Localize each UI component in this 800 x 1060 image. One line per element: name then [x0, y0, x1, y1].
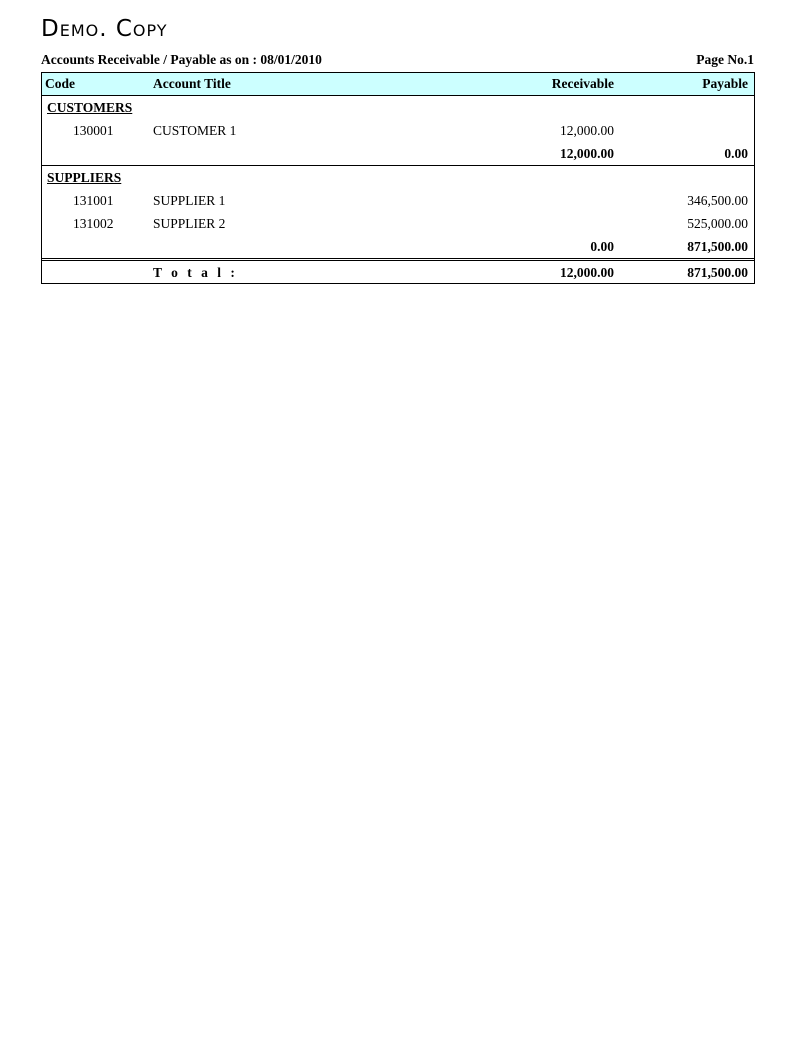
table-row [42, 119, 754, 142]
account-title: CUSTOMER 1 [153, 123, 237, 138]
payable-amount: 346,500.00 [687, 193, 748, 208]
table-row [42, 212, 754, 235]
grand-total-row [42, 258, 754, 283]
account-code: 130001 [73, 123, 114, 138]
subtotal-row [42, 235, 754, 258]
account-code: 131002 [73, 216, 114, 231]
subtotal-row [42, 142, 754, 165]
table-header [42, 73, 754, 96]
subtotal-payable: 0.00 [724, 146, 748, 161]
table-row [42, 189, 754, 212]
page-number: Page No.1 [696, 52, 754, 67]
report-subtitle: Accounts Receivable / Payable as on : 08/01/2010 [41, 52, 322, 67]
subtotal-payable: 871,500.00 [687, 239, 748, 254]
document-title: Demo. Copy [41, 16, 168, 42]
total-payable: 871,500.00 [687, 265, 748, 280]
group-customers [42, 96, 754, 165]
group-label: SUPPLIERS [47, 170, 122, 185]
column-header-payable: Payable [702, 76, 748, 91]
total-receivable: 12,000.00 [560, 265, 614, 280]
group-heading-row [42, 166, 754, 189]
group-heading-row [42, 96, 754, 119]
payable-amount: 525,000.00 [687, 216, 748, 231]
column-header-account-title: Account Title [153, 76, 231, 91]
report-table [41, 72, 755, 284]
receivable-amount: 12,000.00 [560, 123, 614, 138]
group-label: CUSTOMERS [47, 100, 133, 115]
total-label: T o t a l : [153, 265, 238, 280]
account-title: SUPPLIER 2 [153, 216, 226, 231]
subtotal-receivable: 0.00 [590, 239, 614, 254]
column-header-receivable: Receivable [551, 76, 614, 91]
group-suppliers [42, 165, 754, 258]
account-title: SUPPLIER 1 [153, 193, 226, 208]
column-header-code: Code [45, 76, 75, 91]
account-code: 131001 [73, 193, 114, 208]
subtotal-receivable: 12,000.00 [560, 146, 614, 161]
